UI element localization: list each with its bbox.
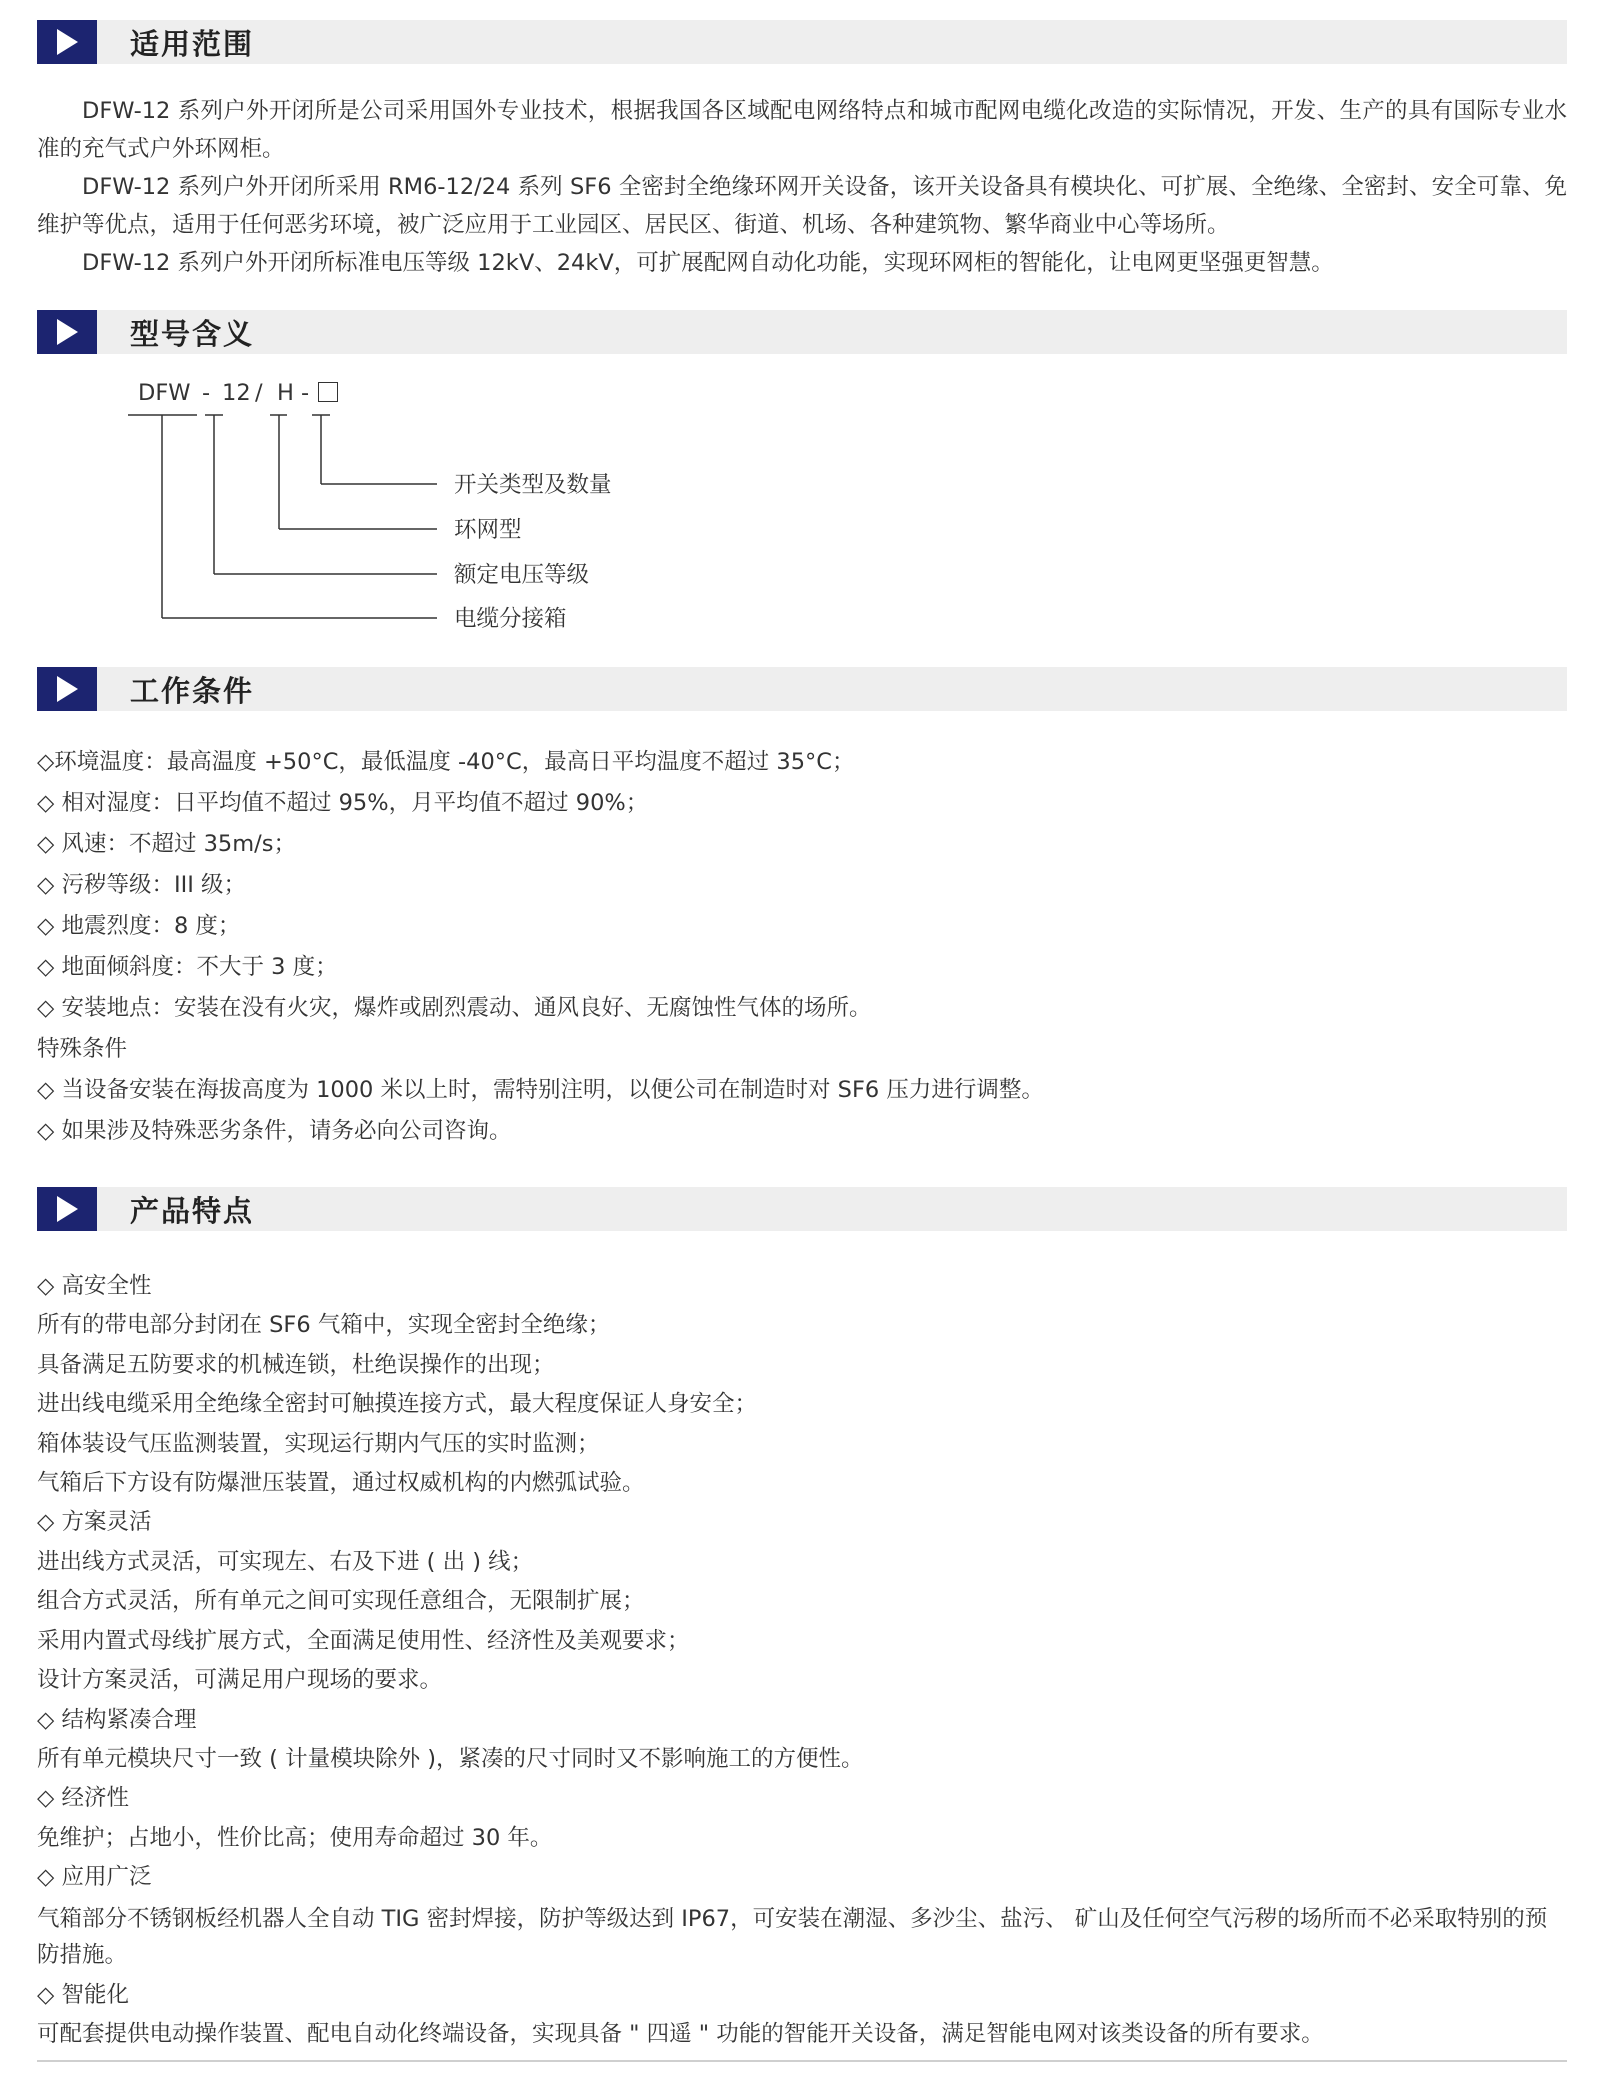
feature-line: 进出线方式灵活，可实现左、右及下进 ( 出 ) 线； — [37, 1549, 534, 1575]
scope-paragraph-1: DFW-12 系列户外开闭所是公司采用国外专业技术，根据我国各区域配电网络特点和城市配网电缆化改造的实际情况，开发、生产的具有国际专业水准的充气式户外环网柜。 — [37, 98, 1567, 162]
feature-heading: ◇ 应用广泛 — [37, 1864, 152, 1890]
feature-line: 组合方式灵活，所有单元之间可实现任意组合，无限制扩展； — [37, 1588, 645, 1614]
model-code-separator: - — [202, 380, 211, 406]
model-code-part-ring: H — [277, 380, 294, 406]
model-code-separator: - — [301, 380, 310, 406]
model-code-part-dfw: DFW — [138, 380, 191, 406]
section-header-features — [37, 1187, 1567, 1231]
condition-line: ◇ 当设备安装在海拔高度为 1000 米以上时，需特别注明，以便公司在制造时对 SF6 压力进行调整。 — [37, 1077, 1044, 1103]
condition-line: ◇ 地震烈度：8 度； — [37, 913, 241, 939]
feature-heading: ◇ 智能化 — [37, 1982, 129, 2008]
condition-line: ◇ 安装地点：安装在没有火灾，爆炸或剧烈震动、通风良好、无腐蚀性气体的场所。 — [37, 995, 872, 1021]
condition-line: ◇ 风速：不超过 35m/s； — [37, 831, 296, 857]
feature-line: 可配套提供电动操作装置、配电自动化终端设备，实现具备 " 四遥 " 功能的智能开关设备，满足智能电网对该类设备的所有要求。 — [37, 2021, 1324, 2047]
model-label-rated-voltage: 额定电压等级 — [454, 562, 590, 588]
section-title: 工作条件 — [130, 673, 255, 708]
section-title: 产品特点 — [130, 1193, 255, 1228]
model-label-ring-type: 环网型 — [454, 517, 522, 543]
model-code-diagram — [37, 370, 737, 630]
feature-line: 箱体装设气压监测装置，实现运行期内气压的实时监测； — [37, 1431, 600, 1457]
special-conditions-heading: 特殊条件 — [37, 1036, 128, 1062]
model-label-switch-type: 开关类型及数量 — [454, 472, 612, 498]
model-label-cable-box: 电缆分接箱 — [454, 606, 567, 632]
condition-line: ◇ 地面倾斜度：不大于 3 度； — [37, 954, 338, 980]
model-code-separator: / — [255, 380, 263, 406]
feature-line: 设计方案灵活，可满足用户现场的要求。 — [37, 1667, 443, 1693]
section-header-conditions — [37, 667, 1567, 711]
footer-divider — [37, 2060, 1567, 2062]
condition-line: ◇ 相对湿度：日平均值不超过 95%，月平均值不超过 90%； — [37, 790, 649, 816]
feature-line: 具备满足五防要求的机械连锁，杜绝误操作的出现； — [37, 1352, 555, 1378]
condition-line: ◇环境温度：最高温度 +50°C，最低温度 -40°C，最高日平均温度不超过 35°C； — [37, 749, 855, 775]
feature-line: 免维护；占地小，性价比高；使用寿命超过 30 年。 — [37, 1825, 553, 1851]
feature-heading: ◇ 方案灵活 — [37, 1509, 152, 1535]
feature-line: 气箱后下方设有防爆泄压装置，通过权威机构的内燃弧试验。 — [37, 1470, 645, 1496]
feature-heading: ◇ 结构紧凑合理 — [37, 1707, 197, 1733]
play-arrow-icon — [37, 1187, 97, 1231]
feature-line: 进出线电缆采用全绝缘全密封可触摸连接方式，最大程度保证人身安全； — [37, 1391, 758, 1417]
scope-paragraph-3: DFW-12 系列户外开闭所标准电压等级 12kV、24kV，可扩展配网自动化功能，实现环网柜的智能化，让电网更坚强更智慧。 — [82, 250, 1334, 276]
play-arrow-icon — [37, 667, 97, 711]
section-header-scope — [37, 20, 1567, 64]
model-code-leader-lines — [37, 370, 737, 630]
section-header-model — [37, 310, 1567, 354]
feature-line: 所有单元模块尺寸一致 ( 计量模块除外 )，紧凑的尺寸同时又不影响施工的方便性。 — [37, 1746, 864, 1772]
play-arrow-icon — [37, 310, 97, 354]
condition-line: ◇ 污秽等级：III 级； — [37, 872, 247, 898]
feature-heading: ◇ 经济性 — [37, 1785, 129, 1811]
model-code-part-voltage: 12 — [222, 380, 251, 406]
feature-heading: ◇ 高安全性 — [37, 1273, 152, 1299]
condition-line: ◇ 如果涉及特殊恶劣条件，请务必向公司咨询。 — [37, 1118, 512, 1144]
section-title: 型号含义 — [130, 316, 255, 351]
feature-line: 所有的带电部分封闭在 SF6 气箱中，实现全密封全绝缘； — [37, 1312, 611, 1338]
scope-paragraph-2: DFW-12 系列户外开闭所采用 RM6-12/24 系列 SF6 全密封全绝缘环网开关设备，该开关设备具有模块化、可扩展、全绝缘、全密封、安全可靠、免维护等优点，适用于任何恶劣环境，被广泛应用于工业园区、居民区、街道、机场、各种建筑物、繁华商业中心等场所。 — [37, 174, 1567, 238]
play-arrow-icon — [37, 20, 97, 64]
feature-line: 采用内置式母线扩展方式，全面满足使用性、经济性及美观要求； — [37, 1628, 690, 1654]
section-title: 适用范围 — [130, 26, 255, 61]
feature-line: 气箱部分不锈钢板经机器人全自动 TIG 密封焊接，防护等级达到 IP67，可安装在潮湿、多沙尘、盐污、 矿山及任何空气污秽的场所而不必采取特别的预防措施。 — [37, 1906, 1548, 1968]
